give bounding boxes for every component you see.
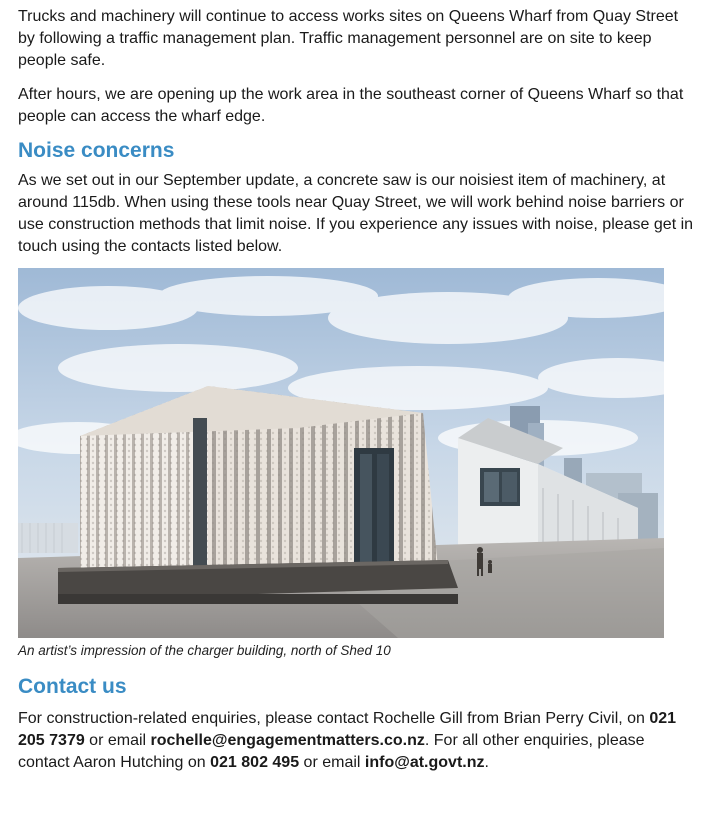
contact-text-3: . For all other enquiries, please contact Aaron Hutching on <box>18 732 645 771</box>
noise-heading: Noise concerns <box>18 139 175 162</box>
page <box>18 6 696 774</box>
contact-email-info[interactable]: info@at.govt.nz <box>364 754 485 771</box>
contact-email-rochelle[interactable]: rochelle@engagementmatters.co.nz <box>150 732 425 749</box>
contact-heading: Contact us <box>18 675 127 698</box>
noise-paragraph: As we set out in our September update, a concrete saw is our noisiest item of machinery, at around 115db. When using these tools near Quay Street, we will work behind noise barriers or use construction methods that limit noise. If you experience any issues with noise, please get in touch using the contacts listed below. <box>18 172 694 255</box>
contact-text-2: or email <box>84 732 151 749</box>
charger-building-image <box>18 268 664 638</box>
contact-phone-rochelle: 021 205 7379 <box>18 710 677 749</box>
contact-paragraph <box>18 708 696 774</box>
contact-phone-aaron: 021 802 495 <box>210 754 300 771</box>
contact-text-1: For construction-related enquiries, please contact Rochelle Gill from Brian Perry Civil, on <box>18 710 650 727</box>
contact-text-5: . <box>484 754 489 771</box>
image-caption: An artist’s impression of the charger building, north of Shed 10 <box>18 643 391 658</box>
intro-paragraph-2: After hours, we are opening up the work area in the southeast corner of Queens Wharf so that people can access the wharf edge. <box>18 86 684 125</box>
intro-paragraph-1: Trucks and machinery will continue to access works sites on Queens Wharf from Quay Street by following a traffic management plan. Traffic management personnel are on site to keep people safe. <box>18 8 679 69</box>
contact-text-4: or email <box>299 754 365 771</box>
